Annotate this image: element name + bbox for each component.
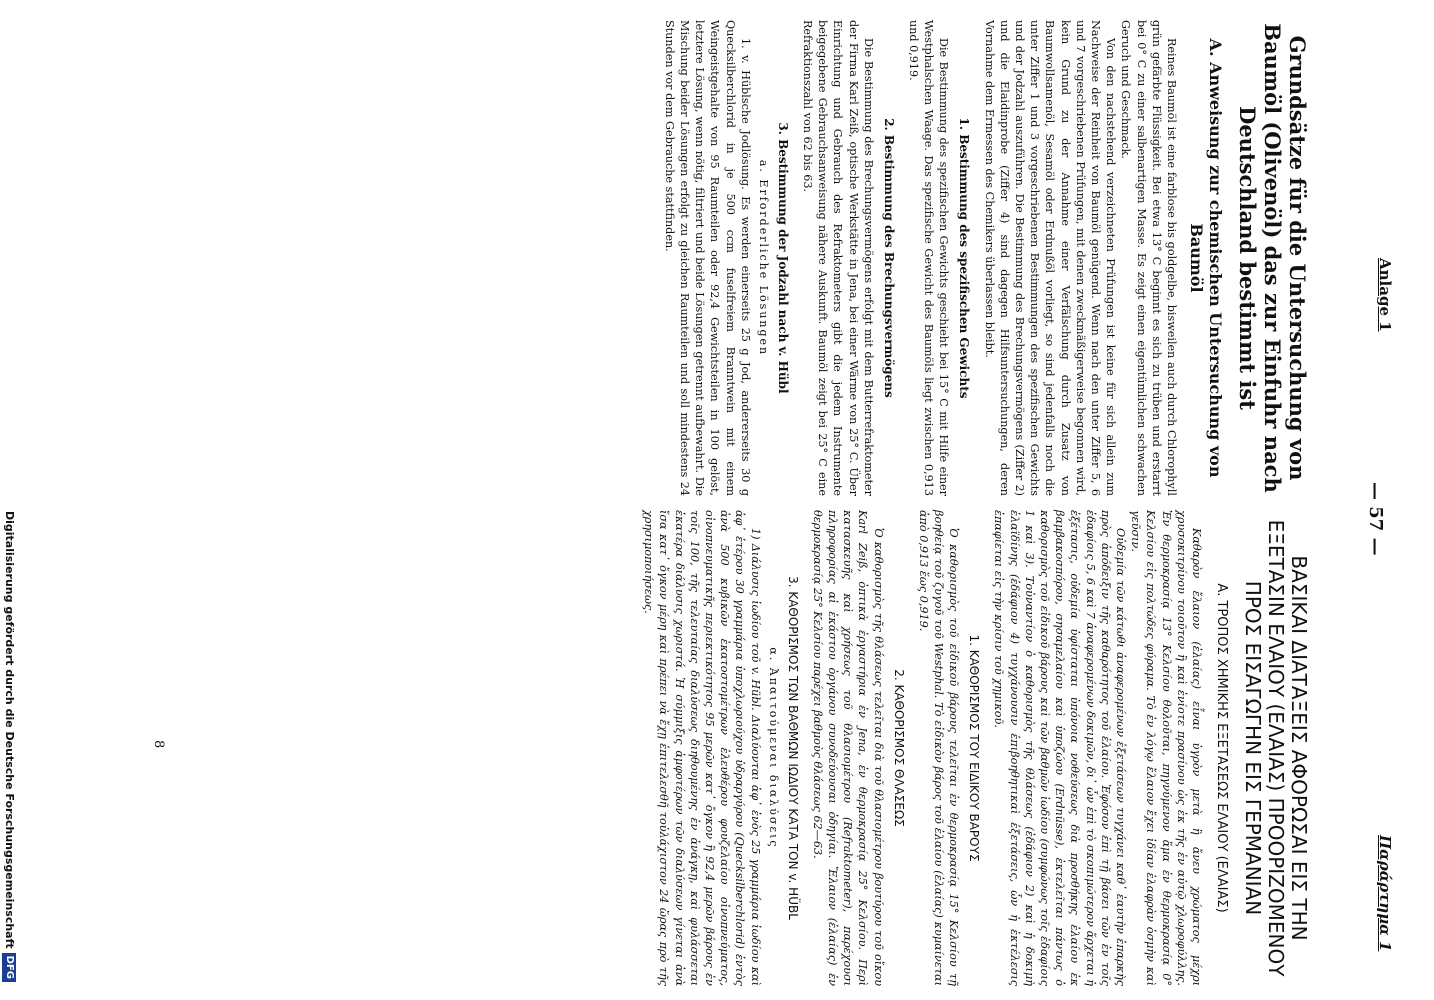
german-section-3-subheading: a. Erforderliche Lösungen [756,159,770,357]
german-column [662,20,1310,496]
footer-page-number: 8 [151,740,166,749]
credit-text: Digitalisierung gefördert durch die Deutsche Forschungsgemeinschaft [3,510,16,949]
german-section-2-heading: 2. Bestimmung des Brechungsvermögens [881,118,896,398]
german-title: Grundsätze für die Untersuchung von Baumöl (Olivenöl) das zur Einfuhr nach Deutschland bestimmt ist [1235,23,1310,493]
german-intro-paragraph-2: Von den nachstehend verzeichneten Prüfungen ist keine für sich allein zum Nachweise der Reinheit von Baumöl genügend. Wenn nach den unter Ziffer 5, 6 und 7 vorgeschriebenen Prüfungen, mit denen zweckmäßigerweise begonnen wird, kein Grund zu der Annahme einer Verfälschung durch Zusatz von Baumwollsamenöl, Sesamöl oder Erdnußöl vorliegt, so sind jedenfalls noch die unter Ziffer 1 und 3 vorgeschriebenen Bestimmungen des spezifischen Gewichts und der Jodzahl auszuführen. Die Bestimmung des Brechungsvermögens (Ziffer 2) und die Elaidinprobe (Ziffer 4) sind dagegen Hilfsuntersuchungen, deren Vornahme dem Ermessen des Chemikers überlassen bleibt. [982,20,1118,496]
dfg-logo: DFG [3,953,17,982]
german-intro-paragraph-1: Reines Baumöl ist eine farblose bis goldgelbe, bisweilen auch durch Chlorophyll grün gefärbte Flüssigkeit. Bei etwa 13° C beginnt es sich zu trüben und erstarrt bei 0° C zu einer salbenartigen Masse. Es zeigt einen eigentümlichen schwachen Geruch und Geschmack. [1119,20,1178,496]
annex-label-greek: Παράρτημα 1 [1376,835,1394,952]
greek-section-1-text: Ὁ καθορισμὸς τοῦ εἰδικοῦ βάρους τελεῖται ἐν θερμοκρασίᾳ 15° Κελσίου τῇ βοηθείᾳ τοῦ ζυγοῦ τοῦ Westphal. Τὸ εἰδικὸν βάρος τοῦ ἐλαίου (ἐλαίας) κυμαίνεται ἀπὸ 0,913 ἕως 0,919. [916,510,961,986]
german-section-1-text: Die Bestimmung des spezifischen Gewichts geschieht bei 15° C mit Hilfe einer Westphalschen Waage. Das spezifische Gewicht des Baumöls liegt zwischen 0,913 und 0,919. [906,20,951,496]
german-section-3-heading: 3. Bestimmung der Jodzahl nach v. Hübl [775,122,790,394]
german-section-2-text: Die Bestimmung des Brechungsvermögens erfolgt mit dem Butterrefraktometer der Firma Karl Zeiß, optische Werkstätte in Jena, bei einer Wärme von 25° C. Über Einrichtung und Gebrauch des Refraktometers gibt die jedem Instrumente beigegebene Gebrauchsanweisung nähere Auskunft. Baumöl zeigt bei 25° C eine Refraktionszahl von 62 bis 63. [800,20,875,496]
greek-title: ΒΑΣΙΚΑΙ ΔΙΑΤΑΞΕΙΣ ΑΦΟΡΩΣΑΙ ΕΙΣ ΤΗΝ ΕΞΕΤΑΣΙΝ ΕΛΑΙΟΥ (ΕΛΑΙΑΣ) ΠΡΟΟΡΙΖΟΜΕΝΟΥ ΠΡΟΣ ΕΙΣΑΓΩΓΗΝ ΕΙΣ ΓΕΡΜΑΝΙΑΝ [1241,519,1311,977]
greek-intro-paragraph-2: Οὐδεμία τῶν κάτωθι ἀναφερομένων ἐξετάσεων τυγχάνει καθ᾽ ἑαυτὴν ἐπαρκὴς πρὸς ἀπόδειξιν τῆς καθαρότητος τοῦ ἐλαίου. Ἐφόσον ἐπὶ τῇ βάσει τῶν ἐν τοῖς ἐδαφίοις 5, 6 καὶ 7 ἀναφερομένων δοκιμῶν, δι᾽ ὧν ἐπὶ τὸ σκοπιμώτερον ἄρχεται ἡ ἐξέτασις, οὐδεμία ὑφίσταται ὑπόνοια νοθεύσεως διὰ προσθήκης ἐλαίου ἐκ βαμβακοσπόρου, σησαμελαίου καὶ ὑποζώου (Erdnüsse), ἐκτελεῖται πάντως ὁ καθορισμὸς τοῦ εἰδικοῦ βάρους καὶ τῶν βαθμῶν ἰωδίου (συμφώνως τοῖς ἐδαφίοις 1 καὶ 3). Τοὐναντίον ὁ καθορισμὸς τῆς θλάσεως (ἐδάφιον 2) καὶ ἡ δοκιμὴ ἐλαϊδίνης (ἐδάφιον 4) τυγχάνουσιν ἐπιβοηθητικαὶ ἐξετάσεις, ὧν ἡ ἐκτέλεσις ἐπαφίεται εἰς τὴν κρίσιν τοῦ χημικοῦ. [992,510,1127,986]
greek-section-3-text: 1) Διάλυσις ἰωδίου τοῦ v. Hübl. Διαλύονται ἀφ᾽ ἑνὸς 25 γραμμάρια ἰωδίου καὶ ἀφ᾽ ἑτέρου 30 γραμμάρια ὑποχλωριούχου ὑδραργύρου (Quecksilberchlorid) ἐντὸς ἀνὰ 500 κυβικῶν ἑκατοστομέτρων ἐλευθέρου φουζελαίου οἰνοπνεύματος, οἰνοπνευματικῆς περιεκτικότητος 95 μερῶν κατ᾽ ὄγκον ἢ 92,4 μερῶν βάρους ἐν τοῖς 100, τῆς τελευταίας διαλύσεως διηθουμένης ἐν ἀνάγκῃ, καὶ φυλάσσεται ἑκατέρα διάλυσις χωριστά. Ἡ σύμμιξις ἀμφοτέρων τῶν διαλύσεων γίνεται ἀνὰ ἴσα κατ᾽ ὄγκον μέρη καὶ πρέπει νὰ ἔχῃ ἐπιτελεσθῆ τοὐλάχιστον 24 ὥρας πρὸ τῆς χρησιμοποιήσεως. [642,510,762,986]
greek-section-3-subheading: α. Ἀπαιτούμεναι διαλύσεις [766,647,780,849]
german-section-1-heading: 1. Bestimmung des spezifischen Gewichts [957,117,972,399]
german-section-a-heading: A. Anweisung zur chemischen Untersuchung von Baumöl [1187,38,1225,478]
greek-section-2-text: Ὁ καθορισμὸς τῆς θλάσεως τελεῖται διὰ τοῦ θλασιομέτρου βουτύρου τοῦ οἴκου Karl Zeiß, ὀπτικὰ ἐργαστήρια ἐν Jena, ἐν θερμοκρασίᾳ 25° Κελσίου. Περὶ κατασκευῆς καὶ χρήσεως τοῦ θλασιομέτρου (Refraktometer), παρέχουσι πληροφορίας αἱ ἑκάστου ὀργάνου συνοδεύουσαι ὁδηγίαι. Ἔλαιον (ἐλαίας) ἐν θερμοκρασίᾳ 25° Κελσίου παρέχει βαθμοὺς θλάσεως 62—63. [810,510,885,986]
greek-section-3-heading: 3. ΚΑΘΟΡΙΣΜΟΣ ΤΩΝ ΒΑΘΜΩΝ ΙΩΔΙΟΥ ΚΑΤΑ ΤΟΝ v. HÜBL [785,576,800,920]
german-section-3-text: 1. v. Hüblsche Jodlösung. Es werden einerseits 25 g Jod, andererseits 30 g Quecksilberchlorid in je 500 ccm fuselfreiem Branntwein mit einem Weingeistgehalte von 95 Raumteilen oder 92,4 Gewichtsteilen in 100 gelöst, letztere Lösung, wenn nötig, filtriert und beide Lösungen getrennt aufbewahrt. Die Mischung beider Lösungen erfolgt zu gleichen Raumteilen und soll mindestens 24 Stunden vor dem Gebrauche stattfinden. [662,20,752,496]
page-number: — 57 — [1365,482,1386,556]
annex-label-german: Anlage 1 [1376,258,1394,332]
greek-section-1-heading: 1. ΚΑΘΟΡΙΣΜΟΣ ΤΟΥ ΕΙΔΙΚΟΥ ΒΑΡΟΥΣ [967,634,982,862]
greek-column [641,510,1310,986]
greek-section-2-heading: 2. ΚΑΘΟΡΙΣΜΟΣ ΘΛΑΣΕΩΣ [891,669,906,827]
greek-section-a-heading: Α. ΤΡΟΠΟΣ ΧΗΜΙΚΗΣ ΕΞΕΤΑΣΕΩΣ ΕΛΑΙΟΥ (ΕΛΑΙΑΣ) [1214,583,1229,913]
greek-intro-paragraph-1: Καθαρὸν ἔλαιον (ἐλαίας) εἶναι ὑγρὸν μετὰ ἢ ἄνευ χρώματος μέχρι χρυσοκιτρίνου τοιοῦτον ἢ καὶ ἐνίοτε πρασίνου ὡς ἐκ τῆς ἐν αὐτῷ χλωροφύλλης. Ἐν θερμοκρασίᾳ 13° Κελσίου θολοῦται, πηγνύμενον ἅμα ἐν θερμοκρασίᾳ 0° Κελσίου εἰς πολτώδες φύραμα. Τὸ ἐν λόγῳ ἔλαιον ἔχει ἰδίαν ἐλαφρὰν ὀσμὴν καὶ γεῦσιν. [1129,510,1203,986]
digitization-credit [0,0,19,1000]
